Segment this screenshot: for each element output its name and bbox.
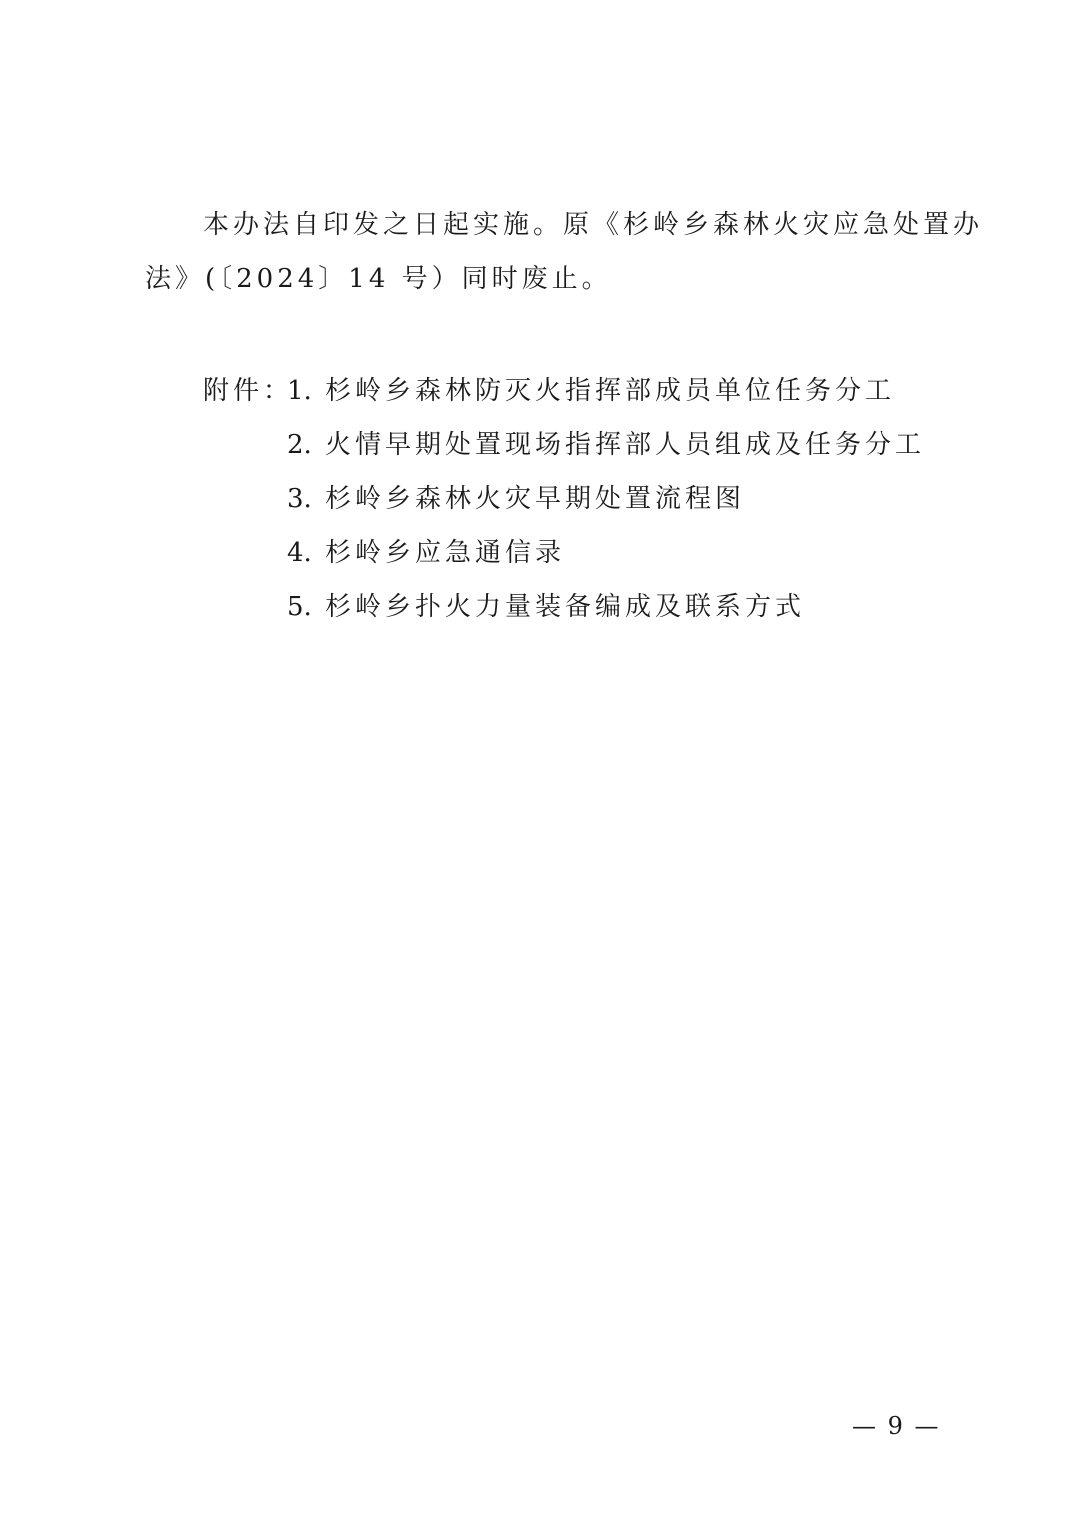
attachment-title: 杉岭乡扑火力量装备编成及联系方式 — [325, 592, 806, 622]
attachment-item-1 — [287, 370, 895, 407]
paragraph-line-1: 本办法自印发之日起实施。原《杉岭乡森林火灾应急处置办 — [203, 210, 984, 240]
attachment-item-2 — [287, 424, 925, 461]
attachment-title: 杉岭乡森林防灭火指挥部成员单位任务分工 — [325, 376, 896, 406]
attachment-number: 4. — [287, 538, 312, 568]
attachment-number: 3. — [287, 484, 312, 514]
attachment-item-5 — [287, 586, 805, 623]
attachment-item-4 — [287, 532, 565, 569]
page-number: — 9 — — [852, 1412, 941, 1440]
attachment-item-3 — [287, 478, 745, 515]
attachment-title: 火情早期处置现场指挥部人员组成及任务分工 — [325, 430, 926, 460]
paragraph-line-2: 法》(〔2024〕14 号）同时废止。 — [145, 264, 612, 294]
closing-paragraph — [145, 198, 984, 306]
attachment-number: 2. — [287, 430, 312, 460]
attachment-number: 5. — [287, 592, 312, 622]
attachments-label: 附件： — [203, 376, 294, 406]
attachment-number: 1. — [287, 376, 312, 406]
attachment-title: 杉岭乡森林火灾早期处置流程图 — [325, 484, 746, 514]
attachment-title: 杉岭乡应急通信录 — [325, 538, 566, 568]
